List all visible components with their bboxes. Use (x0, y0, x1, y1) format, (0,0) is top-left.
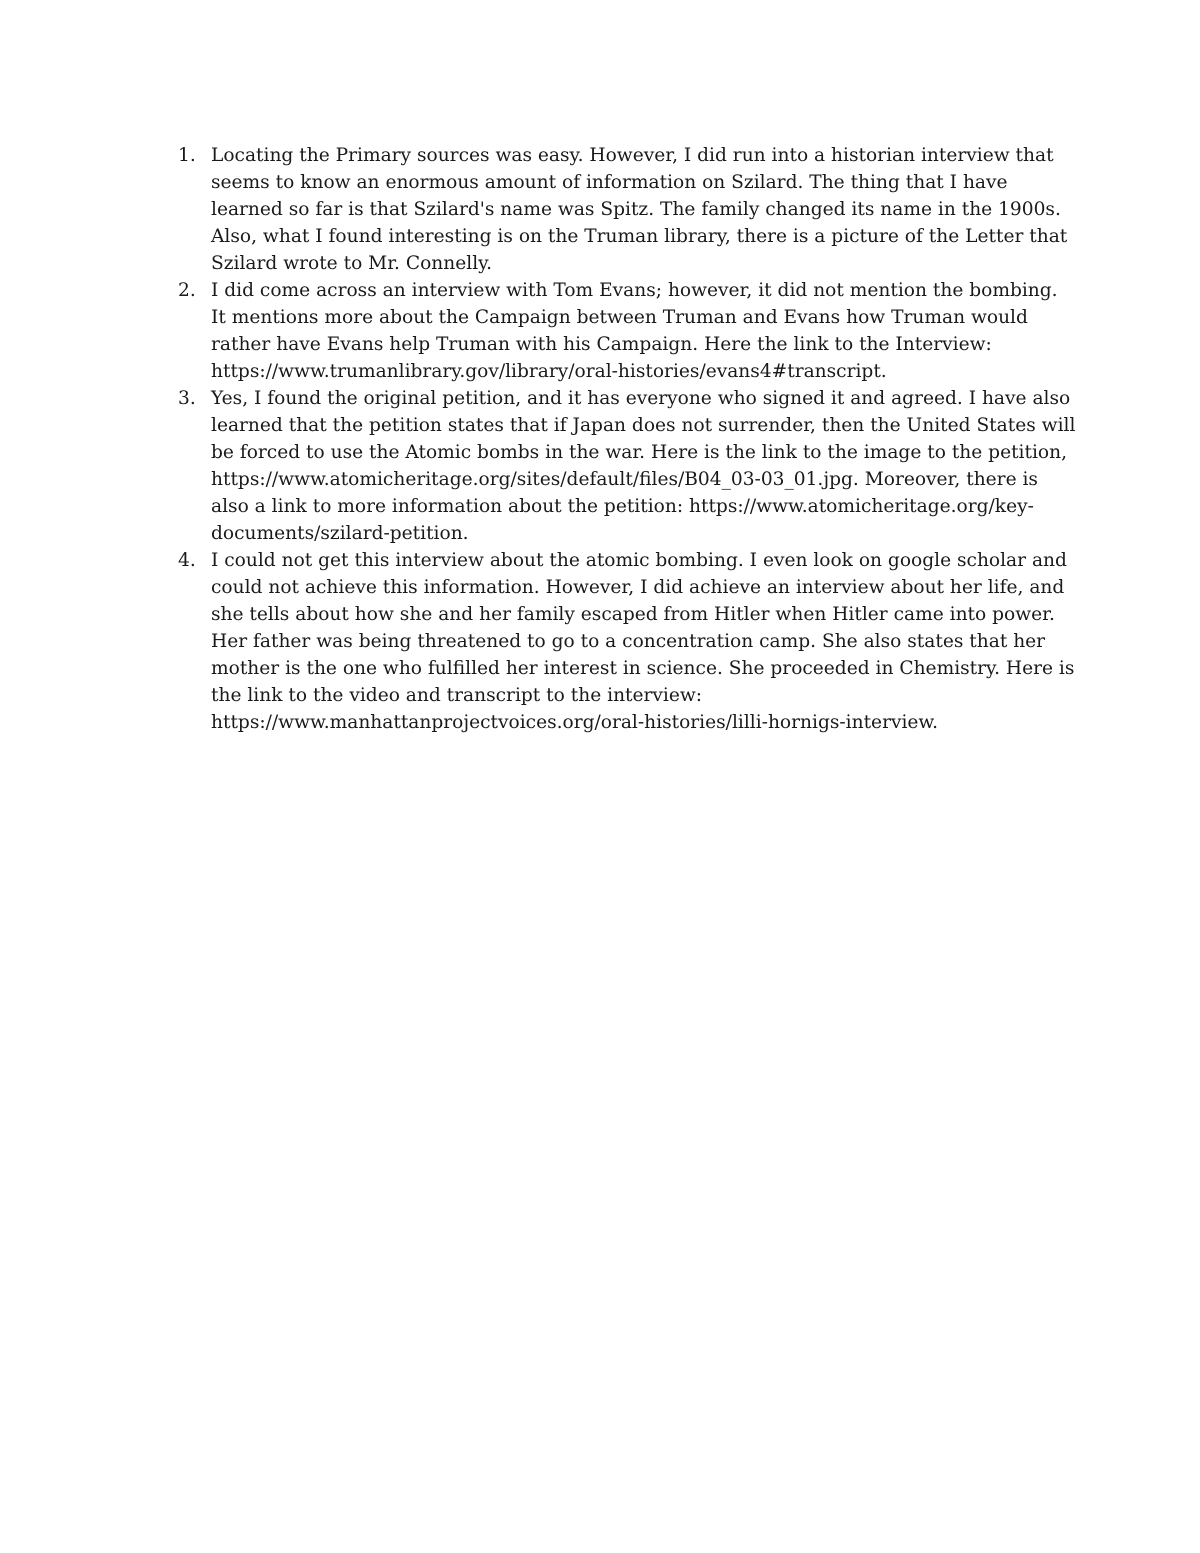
list-item (178, 547, 1078, 736)
list-item-number: 1. (178, 145, 196, 166)
list-item-text: Yes, I found the original petition, and it has everyone who signed it and agreed. I have also learned that the petition states that if Japan does not surrender, then the United States will be forced to use the Atomic bombs in the war. Here is the link to the image to the petition, https://www.atomicheritage.org/sites/default/files/B04_03-03_01.jpg. Moreover, there is also a link to more information about the petition: https://www.atomicheritage.org/key-documents/szilard-petition. (211, 388, 1076, 544)
list-item-text: I could not get this interview about the atomic bombing. I even look on google scholar and could not achieve this information. However, I did achieve an interview about her life, and she tells about how she and her family escaped from Hitler when Hitler came into power. Her father was being threatened to go to a concentration camp. She also states that her mother is the one who fulfilled her interest in science. She proceeded in Chemistry. Here is the link to the video and transcript to the interview: https://www.manhattanprojectvoices.org/oral-histories/lilli-hornigs-interview. (211, 550, 1075, 733)
list-item-text: I did come across an interview with Tom Evans; however, it did not mention the bombing. It mentions more about the Campaign between Truman and Evans how Truman would rather have Evans help Truman with his Campaign. Here the link to the Interview: https://www.trumanlibrary.gov/library/oral-histories/evans4#transcript. (211, 280, 1058, 382)
list-item (178, 385, 1078, 547)
numbered-list (178, 142, 1078, 736)
list-item (178, 277, 1078, 385)
list-item-number: 2. (178, 280, 196, 301)
list-item-number: 4. (178, 550, 196, 571)
list-item-text: Locating the Primary sources was easy. However, I did run into a historian interview that seems to know an enormous amount of information on Szilard. The thing that I have learned so far is that Szilard's name was Spitz. The family changed its name in the 1900s. Also, what I found interesting is on the Truman library, there is a picture of the Letter that Szilard wrote to Mr. Connelly. (211, 145, 1068, 274)
list-item (178, 142, 1078, 277)
list-item-number: 3. (178, 388, 196, 409)
